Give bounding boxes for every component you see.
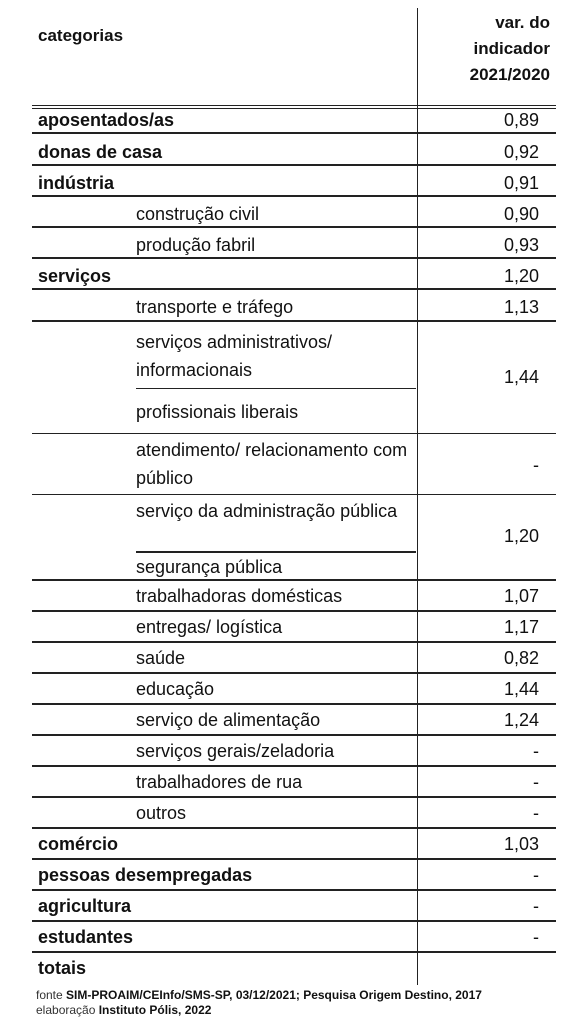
row-value: - [533, 772, 539, 792]
row-label: educação [136, 679, 215, 699]
row-divider [32, 433, 556, 434]
row-label: transporte e tráfego [136, 297, 294, 317]
header-variacao-line3: 2021/2020 [469, 65, 550, 84]
row-value: - [533, 927, 539, 947]
row-divider [32, 610, 556, 612]
row-value: 1,03 [503, 834, 539, 854]
row-label: totais [38, 958, 87, 978]
row-label: serviço de alimentação [136, 710, 321, 730]
row-divider [32, 132, 556, 134]
source-footer [36, 988, 482, 1018]
row-label: comércio [38, 834, 119, 854]
row-value: 1,07 [503, 586, 539, 606]
header-categorias: categorias [38, 26, 124, 45]
row-divider [32, 288, 556, 290]
row-value: - [533, 741, 539, 761]
row-value: 1,20 [503, 526, 539, 546]
row-divider [32, 494, 556, 495]
row-label: outros [136, 803, 187, 823]
row-label: profissionais liberais [136, 402, 299, 422]
footer-source-text: SIM-PROAIM/CEInfo/SMS-SP, 03/12/2021; Pesquisa Origem Destino, 2017 [66, 988, 482, 1002]
row-label: atendimento/ relacionamento com público [136, 440, 408, 488]
row-label: trabalhadores de rua [136, 772, 303, 792]
row-divider [32, 257, 556, 259]
row-divider [32, 796, 556, 798]
row-divider [32, 734, 556, 736]
row-label: saúde [136, 648, 186, 668]
row-value: 0,90 [503, 204, 539, 224]
row-value: 0,82 [503, 648, 539, 668]
row-label: agricultura [38, 896, 132, 916]
row-value: 1,13 [503, 297, 539, 317]
row-value: 0,92 [503, 142, 539, 162]
row-label: produção fabril [136, 235, 256, 255]
row-label: serviços [38, 266, 112, 286]
row-value: 0,89 [503, 110, 539, 130]
row-value: 1,44 [503, 367, 539, 387]
row-label: serviço da administração pública [136, 501, 398, 521]
row-value: 1,20 [503, 266, 539, 286]
row-divider [32, 579, 556, 581]
row-divider [32, 920, 556, 922]
row-divider [32, 226, 556, 228]
row-label: aposentados/as [38, 110, 175, 130]
row-value: 1,17 [503, 617, 539, 637]
data-table [32, 8, 556, 985]
row-label: trabalhadoras domésticas [136, 586, 343, 606]
row-divider [32, 672, 556, 674]
row-value: 1,24 [503, 710, 539, 730]
row-value: 0,91 [503, 173, 539, 193]
row-label: serviços administrativos/ informacionais [136, 332, 333, 380]
row-divider [32, 195, 556, 197]
row-value: - [533, 803, 539, 823]
footer-elaboration-line [36, 1003, 482, 1018]
row-divider [32, 703, 556, 705]
column-divider [417, 8, 418, 985]
header-variacao-line1: var. do [495, 13, 550, 32]
row-divider [136, 388, 416, 389]
footer-source-prefix: fonte [36, 988, 67, 1002]
row-value: 1,44 [503, 679, 539, 699]
footer-elaboration-text: Instituto Pólis, 2022 [98, 1003, 212, 1017]
row-divider [32, 951, 556, 953]
row-divider [32, 320, 556, 322]
row-divider [32, 164, 556, 166]
row-label: donas de casa [38, 142, 163, 162]
row-value: - [533, 455, 539, 475]
row-divider [32, 641, 556, 643]
row-label: segurança pública [136, 557, 283, 577]
row-label: construção civil [136, 204, 260, 224]
header-variacao [420, 10, 550, 88]
row-value: 0,93 [503, 235, 539, 255]
footer-elaboration-prefix: elaboração [36, 1003, 99, 1017]
row-value: - [533, 865, 539, 885]
footer-source-line [36, 988, 482, 1003]
row-divider [32, 827, 556, 829]
row-label: indústria [38, 173, 115, 193]
row-label: estudantes [38, 927, 134, 947]
row-divider [32, 765, 556, 767]
row-label: pessoas desempregadas [38, 865, 253, 885]
row-value: - [533, 896, 539, 916]
row-divider [32, 858, 556, 860]
row-label: entregas/ logística [136, 617, 283, 637]
row-divider [32, 889, 556, 891]
header-variacao-line2: indicador [473, 39, 550, 58]
row-label: serviços gerais/zeladoria [136, 741, 335, 761]
